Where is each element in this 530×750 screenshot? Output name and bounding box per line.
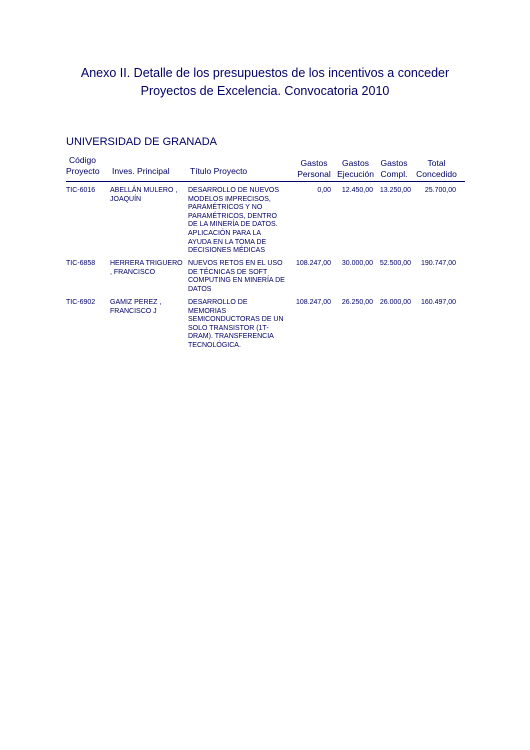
row-investigator-line: FRANCISCO J xyxy=(110,307,157,315)
header-personal xyxy=(294,158,334,180)
row-investigator xyxy=(110,260,188,277)
row-total: 190.747,00 xyxy=(420,260,456,267)
row-project-line: PARAMÉTRICOS Y NO xyxy=(188,204,263,212)
header-compl-line1: Gastos xyxy=(380,158,408,168)
row-investigator xyxy=(110,299,188,316)
row-total: 160.497,00 xyxy=(420,299,456,306)
row-project-line: AYUDA EN LA TOMA DE xyxy=(188,238,267,246)
row-code: TIC-6016 xyxy=(66,187,96,194)
row-project-line: TECNOLÓGICA. xyxy=(188,341,241,349)
header-execution-line2: Ejecución xyxy=(337,169,374,179)
row-project-line: DATOS xyxy=(188,285,212,293)
header-total xyxy=(413,158,460,180)
row-compl: 52.500,00 xyxy=(379,260,411,267)
row-investigator-line: GAMIZ PEREZ , xyxy=(110,299,162,306)
row-personal: 108.247,00 xyxy=(295,260,331,267)
row-compl: 13.250,00 xyxy=(379,187,411,194)
row-investigator xyxy=(110,187,188,204)
row-project-line: DRAM). TRANSFERENCIA xyxy=(188,333,274,341)
row-investigator-line: JOAQUÍN xyxy=(110,195,142,203)
row-investigator-line: HERRERA TRIGUERO xyxy=(110,260,183,267)
row-project-line: PARAMÉTRICOS, DENTRO xyxy=(188,212,277,220)
row-code: TIC-6858 xyxy=(66,260,96,267)
row-project-line: DESARROLLO DE xyxy=(188,299,248,306)
title-line-2: Proyectos de Excelencia. Convocatoria 2010 xyxy=(140,84,390,98)
header-divider xyxy=(66,181,465,182)
header-code-line1: Código xyxy=(69,155,96,165)
header-total-line1: Total xyxy=(427,158,446,168)
university-heading: UNIVERSIDAD DE GRANADA xyxy=(66,136,217,148)
header-investigator: Inves. Principal xyxy=(112,166,170,176)
row-investigator-line: ABELLÁN MULERO , xyxy=(110,187,178,194)
header-execution xyxy=(334,158,377,180)
row-project-line: DECISIONES MÉDICAS xyxy=(188,247,266,255)
row-personal: 0,00 xyxy=(317,187,331,194)
header-compl-line2: Compl. xyxy=(380,169,408,179)
row-personal: 108.247,00 xyxy=(295,299,331,306)
row-execution: 26.250,00 xyxy=(341,299,373,306)
row-project-line: MODELOS IMPRECISOS, xyxy=(188,195,271,203)
row-project-line: SEMICONDUCTORAS DE UN xyxy=(188,316,284,324)
row-project-line: APLICACIÓN PARA LA xyxy=(188,229,262,237)
row-project-line: MEMORIAS xyxy=(188,307,227,315)
document-title xyxy=(0,64,530,100)
header-execution-line1: Gastos xyxy=(342,158,369,168)
row-project xyxy=(188,187,294,256)
row-execution: 12.450,00 xyxy=(341,187,373,194)
row-project-line: COMPUTING EN MINERÍA DE xyxy=(188,277,285,285)
header-personal-line2: Personal xyxy=(297,169,331,179)
row-project-line: DE TÉCNICAS DE SOFT xyxy=(188,268,268,276)
header-personal-line1: Gastos xyxy=(300,158,328,168)
header-code-line2: Proyecto xyxy=(66,166,100,176)
row-investigator-line: , FRANCISCO xyxy=(110,268,156,276)
row-project xyxy=(188,299,294,351)
row-project-line: DESARROLLO DE NUEVOS xyxy=(188,187,280,194)
row-code: TIC-6902 xyxy=(66,299,96,306)
title-line-1: Anexo II. Detalle de los presupuestos de los incentivos a conceder xyxy=(80,66,450,80)
row-project-line: DE LA MINERÍA DE DATOS. xyxy=(188,221,278,229)
row-execution: 30.000,00 xyxy=(341,260,373,267)
header-project: Título Proyecto xyxy=(190,166,248,176)
header-total-line2: Concedido xyxy=(416,169,457,179)
row-project xyxy=(188,260,294,294)
row-project-line: NUEVOS RETOS EN EL USO xyxy=(188,260,283,267)
header-compl xyxy=(376,158,412,180)
header-code xyxy=(66,155,100,177)
row-compl: 26.000,00 xyxy=(379,299,411,306)
row-total: 25.700,00 xyxy=(424,187,456,194)
row-project-line: SOLO TRANSISTOR (1T- xyxy=(188,324,269,332)
